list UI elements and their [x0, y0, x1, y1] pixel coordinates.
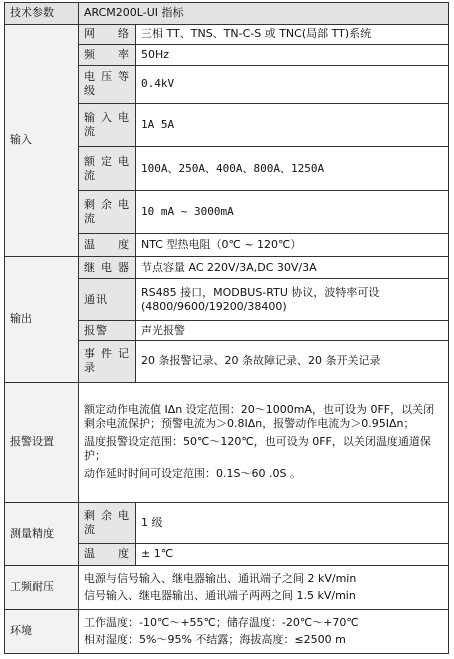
- model-header: ARCM200L-UI 指标: [79, 3, 449, 25]
- alarm-paragraph: 额定动作电流值 IΔn 设定范围：20～1000mA，也可设为 0FF，以关闭剩余电流保护；预警电流为＞0.8IΔn，报警动作电流为＞0.95IΔn；: [84, 403, 435, 431]
- param-header: 技术参数: [5, 3, 79, 25]
- row-value: 声光报警: [136, 320, 449, 341]
- input-section-label: 输入: [5, 24, 79, 256]
- table-row: [5, 24, 449, 45]
- header-row: [5, 3, 449, 25]
- row-label: 继电器: [79, 256, 136, 279]
- alarm-paragraph: 温度报警设定范围：50℃～120℃，也可设为 0FF，以关闭温度通道保护；: [84, 435, 431, 463]
- row-label: 网络: [79, 24, 136, 45]
- row-value: ± 1℃: [136, 543, 449, 566]
- row-value: 100A、250A、400A、800A、1250A: [136, 147, 449, 190]
- environment-line: 工作温度：-10℃～+55℃；储存温度：-20℃～+70℃: [84, 615, 359, 629]
- row-label: 报警: [79, 320, 136, 341]
- row-value: 节点容量 AC 220V/3A,DC 30V/3A: [136, 256, 449, 279]
- row-value: 10 mA ~ 3000mA: [136, 190, 449, 233]
- environment-line: 相对湿度：5%～95% 不结露；海拔高度：≤2500 m: [84, 632, 346, 646]
- alarm-settings-text: [79, 382, 449, 503]
- withstand-section-label: 工频耐压: [5, 566, 79, 609]
- row-label: 温度: [79, 543, 136, 566]
- spec-table: [4, 2, 449, 654]
- table-row: [5, 503, 449, 543]
- table-row: [5, 382, 449, 503]
- row-value: RS485 接口，MODBUS-RTU 协议，波特率可设(4800/9600/19200/38400): [136, 279, 449, 320]
- row-label: 电压等级: [79, 65, 136, 103]
- row-label: 输入电流: [79, 104, 136, 147]
- output-section-label: 输出: [5, 256, 79, 382]
- alarm-paragraph: 动作延时时间可设定范围：0.1S～60 .0S 。: [84, 467, 301, 481]
- row-value: 0.4kV: [136, 65, 449, 103]
- accuracy-section-label: 测量精度: [5, 503, 79, 566]
- row-value: 1 级: [136, 503, 449, 543]
- withstand-line: 信号输入、继电器输出、通讯端子两两之间 1.5 kV/min: [84, 588, 356, 602]
- row-value: 1A 5A: [136, 104, 449, 147]
- row-label: 额定电流: [79, 147, 136, 190]
- withstand-line: 电源与信号输入、继电器输出、通讯端子之间 2 kV/min: [84, 571, 357, 585]
- row-value: 50Hz: [136, 45, 449, 66]
- row-label: 剩余电流: [79, 503, 136, 543]
- alarm-section-label: 报警设置: [5, 382, 79, 503]
- table-row: [5, 566, 449, 609]
- row-value: 三相 TT、TNS、TN-C-S 或 TNC(局部 TT)系统: [136, 24, 449, 45]
- row-label: 频率: [79, 45, 136, 66]
- row-label: 剩余电流: [79, 190, 136, 233]
- table-row: [5, 256, 449, 279]
- row-value: NTC 型热电阻（0℃ ~ 120℃）: [136, 234, 449, 257]
- row-label: 通讯: [79, 279, 136, 320]
- withstand-text: [79, 566, 449, 609]
- row-value: 20 条报警记录、20 条故障记录、20 条开关记录: [136, 341, 449, 382]
- environment-text: [79, 609, 449, 653]
- environment-section-label: 环境: [5, 609, 79, 653]
- row-label: 事件记录: [79, 341, 136, 382]
- row-label: 温度: [79, 234, 136, 257]
- table-row: [5, 609, 449, 653]
